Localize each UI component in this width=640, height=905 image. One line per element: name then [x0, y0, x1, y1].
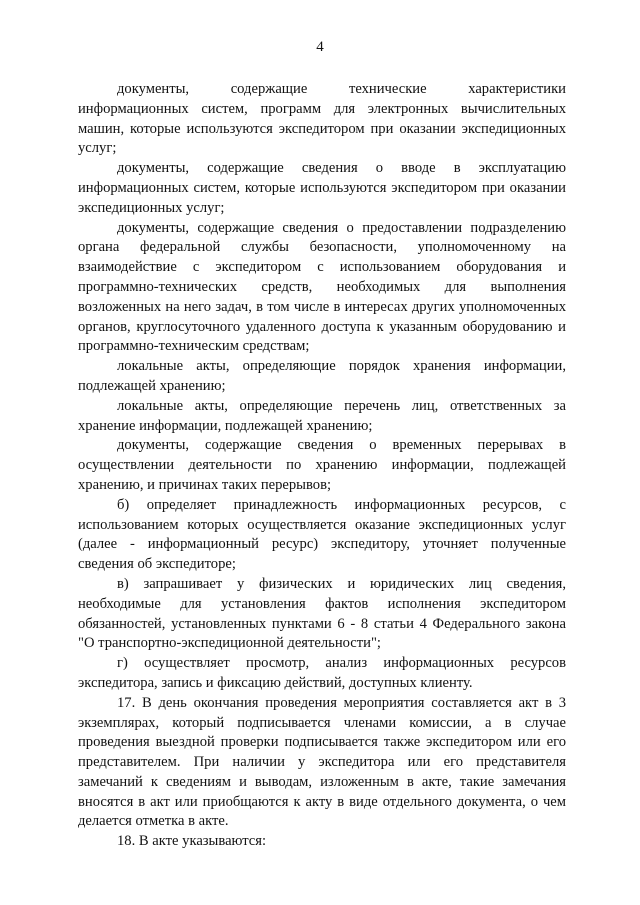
- page-number: 4: [316, 39, 324, 55]
- paragraph-17: 17. В день окончания проведения мероприятия составляется акт в 3 экземплярах, который подписывается членами комиссии, а в случае проведения выездной проверки подписывается также экспедитором или его представителем. При наличии у экспедитора или его представителя замечаний к сведениям и выводам, изложенным в акте, такие замечания вносятся в акт или приобщаются к акту в виде отдельного документа, о чем делается отметка в акте.: [78, 694, 566, 830]
- paragraph-commissioning-docs: документы, содержащие сведения о вводе в эксплуатацию информационных систем, которые используются экспедитором при оказании экспедиционных услуг;: [78, 160, 566, 216]
- paragraph-item-g: г) осуществляет просмотр, анализ информационных ресурсов экспедитора, запись и фиксацию действий, доступных клиенту.: [78, 655, 566, 691]
- paragraph-technical-docs: документы, содержащие технические характеристики информационных систем, программ для электронных вычислительных машин, которые используются экспедитором при оказании экспедиционных услуг;: [78, 81, 566, 157]
- paragraph-interruptions-docs: документы, содержащие сведения о временных перерывах в осуществлении деятельности по хранению информации, подлежащей хранению, и причинах таких перерывов;: [78, 437, 566, 493]
- paragraph-18: 18. В акте указываются:: [117, 833, 267, 850]
- paragraph-responsible-persons-acts: локальные акты, определяющие перечень лиц, ответственных за хранение информации, подлежащей хранению;: [78, 397, 566, 434]
- paragraph-storage-order-acts: локальные акты, определяющие порядок хранения информации, подлежащей хранению;: [78, 358, 566, 394]
- paragraph-remote-access-docs: документы, содержащие сведения о предоставлении подразделению органа федеральной службы безопасности, уполномоченному на взаимодействие с экспедитором с использованием оборудования и программно-технических средств, необходимых для выполнения возложенных на него задач, в том числе в интересах других уполномоченных органов, круглосуточного удаленного доступа к указанным оборудованию и программно-техническим средствам;: [78, 219, 566, 355]
- paragraph-item-v: в) запрашивает у физических и юридических лиц сведения, необходимые для установления фактов исполнения экспедитором обязанностей, установленных пунктами 6 - 8 статьи 4 Федерального закона "О транспортно-экспедиционной деятельности";: [78, 575, 566, 652]
- document-body: [78, 80, 566, 852]
- paragraph-item-b: б) определяет принадлежность информационных ресурсов, с использованием которых осуществляется оказание экспедиционных услуг (далее - информационный ресурс) экспедитору, уточняет полученные сведения об экспедиторе;: [78, 496, 566, 573]
